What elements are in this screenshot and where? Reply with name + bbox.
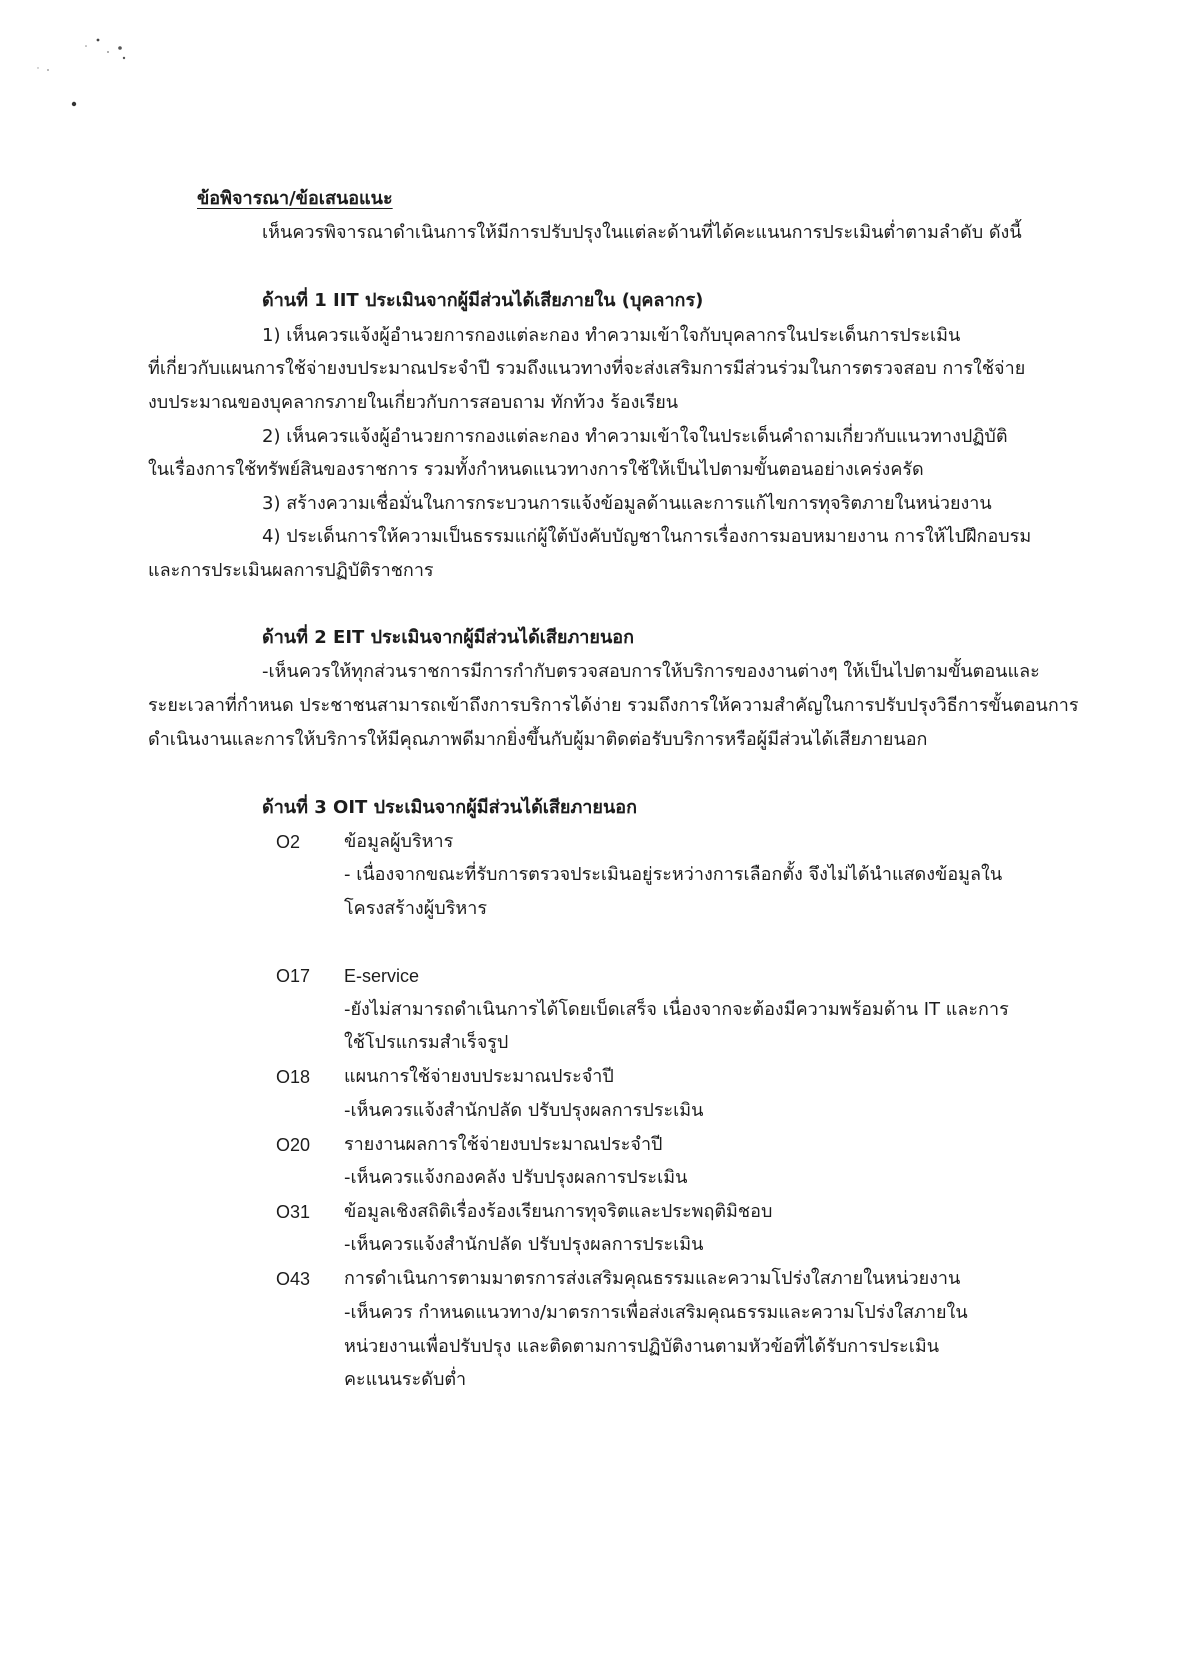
item-detail: โครงสร้างผู้บริหาร (344, 898, 487, 919)
section-1-line: และการประเมินผลการปฏิบัติราชการ (148, 560, 434, 581)
section-2-title: ด้านที่ 2 EIT ประเมินจากผู้มีส่วนได้เสียภายนอก (262, 627, 634, 648)
section-3-title: ด้านที่ 3 OIT ประเมินจากผู้มีส่วนได้เสียภายนอก (262, 797, 637, 818)
item-code: O20 (276, 1135, 311, 1155)
scan-speck-marks (28, 30, 148, 120)
section-2-line: -เห็นควรให้ทุกส่วนราชการมีการกำกับตรวจสอบการให้บริการของงานต่างๆ ให้เป็นไปตามขั้นตอนและ (262, 661, 1040, 682)
item-label: ข้อมูลเชิงสถิติเรื่องร้องเรียนการทุจริตและประพฤติมิชอบ (344, 1201, 773, 1222)
item-code: O17 (276, 966, 311, 986)
item-label: แผนการใช้จ่ายงบประมาณประจำปี (344, 1066, 614, 1087)
item-code: O43 (276, 1269, 311, 1289)
item-detail: หน่วยงานเพื่อปรับปรุง และติดตามการปฏิบัติงานตามหัวข้อที่ได้รับการประเมิน (344, 1336, 940, 1357)
item-label: E-service (344, 966, 420, 986)
section-1-title: ด้านที่ 1 IIT ประเมินจากผู้มีส่วนได้เสียภายใน (บุคลากร) (262, 290, 704, 311)
item-detail: คะแนนระดับต่ำ (344, 1369, 467, 1390)
section-1-line: 1) เห็นควรแจ้งผู้อำนวยการกองแต่ละกอง ทำความเข้าใจกับบุคลากรในประเด็นการประเมิน (262, 325, 961, 346)
item-detail: -เห็นควรแจ้งสำนักปลัด ปรับปรุงผลการประเมิน (344, 1234, 704, 1255)
section-1-line: 4) ประเด็นการให้ความเป็นธรรมแก่ผู้ใต้บังคับบัญชาในการเรื่องการมอบหมายงาน การให้ไปฝึกอบรม (262, 526, 1032, 547)
item-detail: -เห็นควรแจ้งสำนักปลัด ปรับปรุงผลการประเมิน (344, 1100, 704, 1121)
page-heading: ข้อพิจารณา/ข้อเสนอแนะ (197, 188, 393, 209)
item-detail: -ยังไม่สามารถดำเนินการได้โดยเบ็ดเสร็จ เนื่องจากจะต้องมีความพร้อมด้าน IT และการ (344, 999, 1009, 1020)
item-detail: - เนื่องจากขณะที่รับการตรวจประเมินอยู่ระหว่างการเลือกตั้ง จึงไม่ได้นำแสดงข้อมูลใน (344, 864, 1003, 885)
section-2-line: ระยะเวลาที่กำหนด ประชาชนสามารถเข้าถึงการบริการได้ง่าย รวมถึงการให้ความสำคัญในการปรับปรุงวิธีการขั้นตอนการ (148, 695, 1079, 716)
section-1-line: ที่เกี่ยวกับแผนการใช้จ่ายงบประมาณประจำปี รวมถึงแนวทางที่จะส่งเสริมการมีส่วนร่วมในการตรวจสอบ การใช้จ่าย (148, 358, 1026, 379)
section-1-line: งบประมาณของบุคลากรภายในเกี่ยวกับการสอบถาม ทักท้วง ร้องเรียน (148, 392, 679, 413)
item-label: การดำเนินการตามมาตรการส่งเสริมคุณธรรมและความโปร่งใสภายในหน่วยงาน (344, 1268, 961, 1289)
item-code: O31 (276, 1202, 311, 1222)
section-1-line: ในเรื่องการใช้ทรัพย์สินของราชการ รวมทั้งกำหนดแนวทางการใช้ให้เป็นไปตามขั้นตอนอย่างเคร่งครัด (148, 459, 924, 480)
item-label: รายงานผลการใช้จ่ายงบประมาณประจำปี (344, 1134, 663, 1155)
intro-text: เห็นควรพิจารณาดำเนินการให้มีการปรับปรุงในแต่ละด้านที่ได้คะแนนการประเมินต่ำตามลำดับ ดังนี้ (262, 222, 1022, 243)
section-1-line: 3) สร้างความเชื่อมั่นในการกระบวนการแจ้งข้อมูลด้านและการแก้ไขการทุจริตภายในหน่วยงาน (262, 493, 992, 514)
section-1-line: 2) เห็นควรแจ้งผู้อำนวยการกองแต่ละกอง ทำความเข้าใจในประเด็นคำถามเกี่ยวกับแนวทางปฏิบัติ (262, 426, 1008, 447)
item-detail: -เห็นควรแจ้งกองคลัง ปรับปรุงผลการประเมิน (344, 1167, 688, 1188)
item-detail: -เห็นควร กำหนดแนวทาง/มาตรการเพื่อส่งเสริมคุณธรรมและความโปร่งใสภายใน (344, 1302, 968, 1323)
item-code: O18 (276, 1067, 311, 1087)
item-code: O2 (276, 832, 301, 852)
section-2-line: ดำเนินงานและการให้บริการให้มีคุณภาพดีมากยิ่งขึ้นกับผู้มาติดต่อรับบริการหรือผู้มีส่วนได้เสียภายนอก (148, 729, 928, 750)
item-detail: ใช้โปรแกรมสำเร็จรูป (344, 1032, 509, 1053)
item-label: ข้อมูลผู้บริหาร (344, 831, 454, 852)
